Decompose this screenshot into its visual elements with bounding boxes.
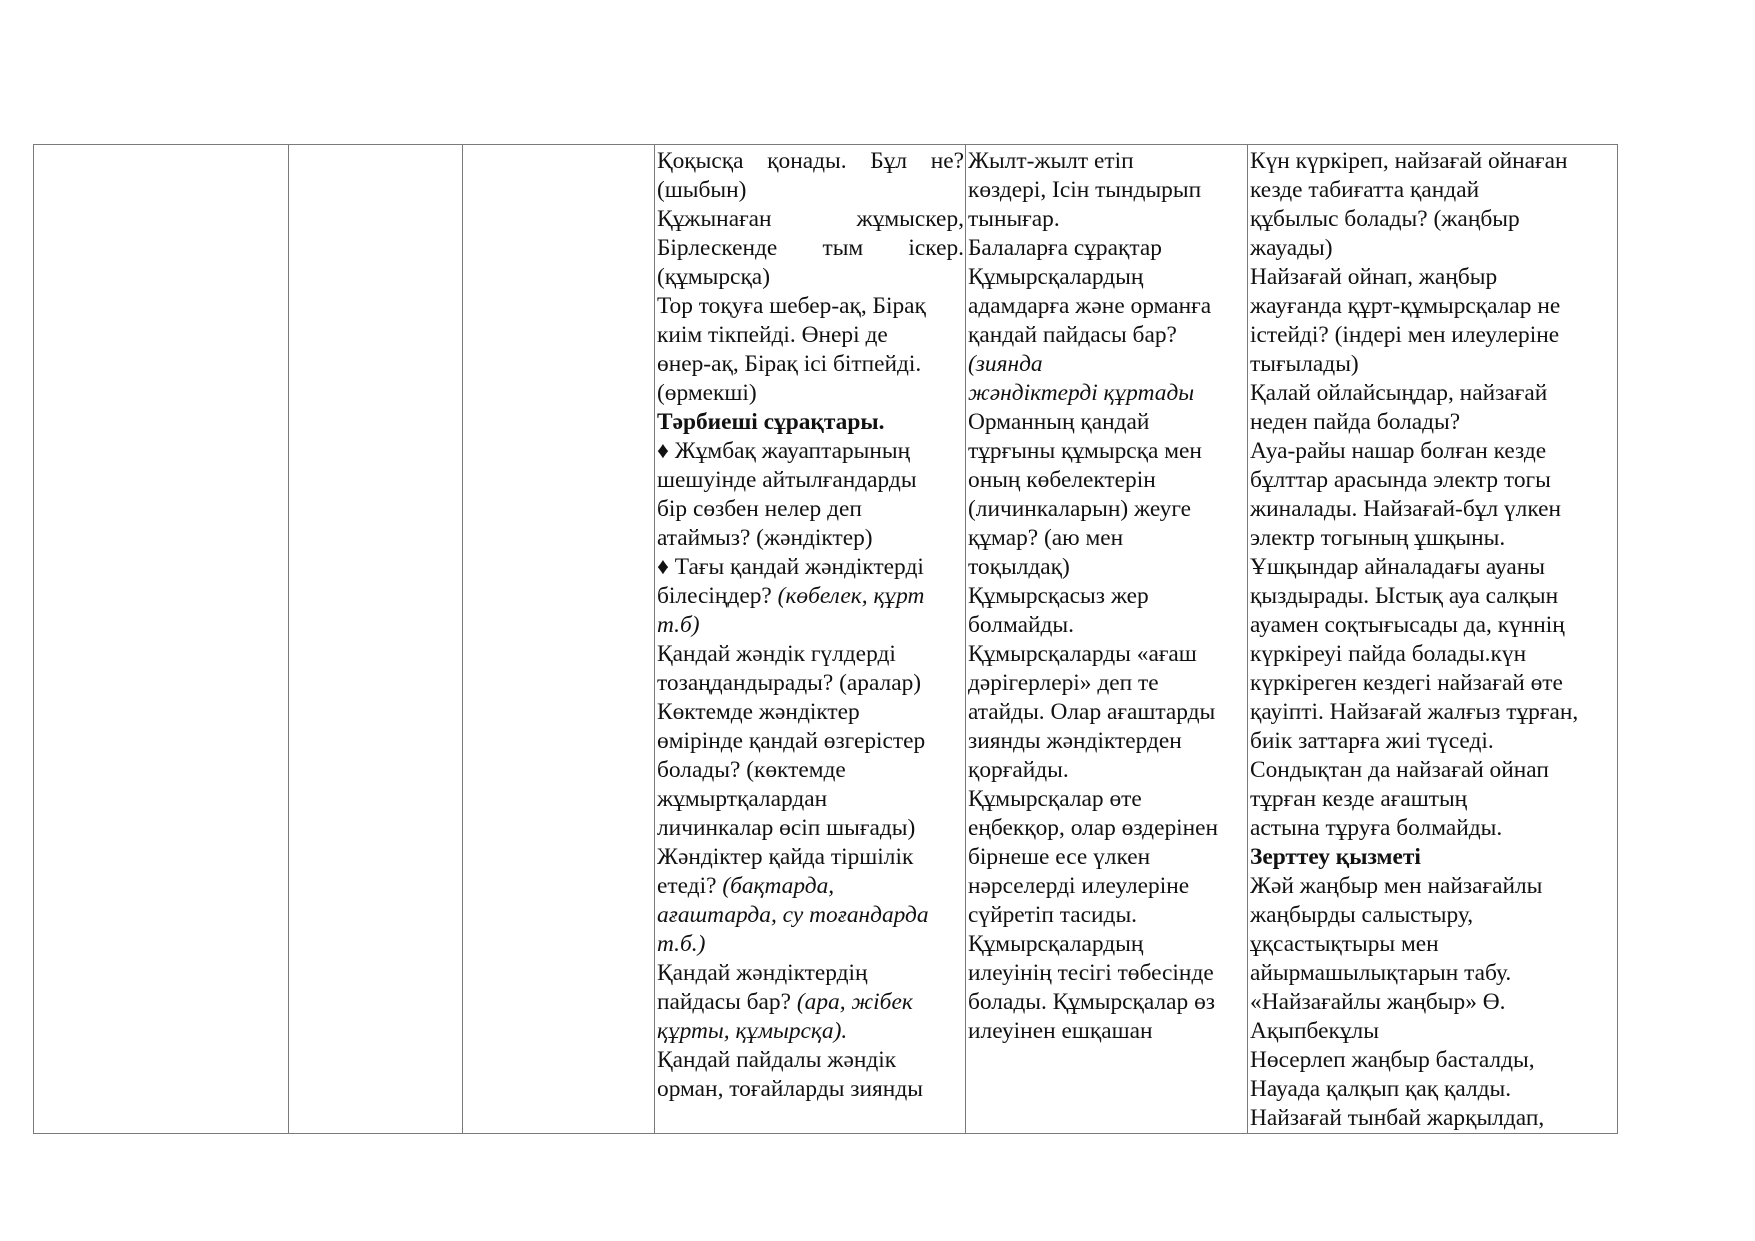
text-line [968, 321, 1246, 350]
text-line [968, 524, 1246, 553]
text-segment: болады. Құмырсқалар өз [968, 989, 1216, 1015]
italic-answer: т.б.) [657, 931, 706, 957]
text-segment: Бірлескенде тым іскер. [657, 235, 964, 261]
text-segment: неден пайда болады? [1250, 409, 1461, 435]
text-line [1250, 640, 1616, 669]
text-segment: күркіреуі пайда болады.күн [1250, 641, 1527, 667]
text-line [657, 785, 964, 814]
text-line [1250, 292, 1616, 321]
text-line [1250, 350, 1616, 379]
text-line [1250, 756, 1616, 785]
text-segment: дәрігерлері» деп те [968, 670, 1159, 696]
text-line [657, 553, 964, 582]
text-segment: болады? (көктемде [657, 757, 846, 783]
text-line [1250, 466, 1616, 495]
text-line [968, 263, 1246, 292]
italic-answer: (ара, жібек [796, 989, 913, 1015]
text-line [657, 582, 964, 611]
text-line [968, 727, 1246, 756]
text-segment: Жылт-жылт етіп [968, 148, 1134, 174]
text-line [1250, 959, 1616, 988]
text-line [1250, 901, 1616, 930]
text-line [968, 553, 1246, 582]
text-segment: айырмашылықтарын табу. [1250, 960, 1512, 986]
table-row [34, 145, 1618, 1134]
text-line [1250, 843, 1616, 872]
text-segment: шешуінде айтылғандарды [657, 467, 917, 493]
text-segment: тығылады) [1250, 351, 1359, 377]
text-line [1250, 727, 1616, 756]
text-line [1250, 1046, 1616, 1075]
text-line [968, 234, 1246, 263]
text-segment: ауамен соқтығысады да, күннің [1250, 612, 1565, 638]
text-line [1250, 1017, 1616, 1046]
text-segment: қыздырады. Ыстық ауа салқын [1250, 583, 1559, 609]
text-segment: Құмырсқалардың [968, 264, 1144, 290]
text-segment: нәрселерді илеулеріне [968, 873, 1190, 899]
text-segment: оның көбелектерін [968, 467, 1156, 493]
text-segment: жауғанда құрт-құмырсқалар не [1250, 293, 1561, 319]
text-segment: Құмырсқасыз жер [968, 583, 1149, 609]
text-segment: өмірінде қандай өзгерістер [657, 728, 926, 754]
text-segment: қорғайды. [968, 757, 1069, 783]
document-table [33, 144, 1618, 1134]
text-segment: Құмырсқалардың [968, 931, 1144, 957]
text-line [657, 205, 964, 234]
text-segment: адамдарға және орманға [968, 293, 1212, 319]
text-segment: Тор тоқуға шебер-ақ, Бірақ [657, 293, 926, 319]
text-line [1250, 698, 1616, 727]
text-segment: илеуінің тесігі төбесінде [968, 960, 1214, 986]
text-line [657, 872, 964, 901]
bold-heading: Зерттеу қызметі [1250, 844, 1421, 870]
text-segment: Жәндіктер қайда тіршілік [657, 844, 914, 870]
text-line [968, 698, 1246, 727]
text-line [657, 350, 964, 379]
text-line [968, 959, 1246, 988]
text-line [968, 292, 1246, 321]
text-line [657, 408, 964, 437]
text-line [1250, 553, 1616, 582]
italic-answer: (көбелек, құрт [777, 583, 925, 609]
text-line [1250, 147, 1616, 176]
text-segment: (өрмекші) [657, 380, 757, 406]
text-segment: сүйретіп тасиды. [968, 902, 1138, 928]
text-segment: Найзағай тынбай жарқылдап, [1250, 1105, 1545, 1131]
text-segment: тоқылдақ) [968, 554, 1070, 580]
text-line [968, 843, 1246, 872]
text-segment: орман, тоғайларды зиянды [657, 1076, 923, 1102]
text-segment: ♦ Тағы қандай жәндіктерді [657, 554, 924, 580]
text-line [657, 1017, 964, 1046]
text-segment: илеуінен ешқашан [968, 1018, 1153, 1044]
italic-answer: (зиянда [968, 351, 1043, 377]
text-line [657, 437, 964, 466]
text-line [968, 640, 1246, 669]
text-line [1250, 785, 1616, 814]
text-line [657, 698, 964, 727]
empty-cell-2 [289, 145, 463, 1134]
text-line [1250, 611, 1616, 640]
text-line [968, 466, 1246, 495]
text-line [968, 814, 1246, 843]
text-segment: жауады) [1250, 235, 1333, 261]
text-segment: білесіңдер? [657, 583, 778, 609]
text-segment: Қалай ойлайсыңдар, найзағай [1250, 380, 1548, 406]
text-line [657, 147, 964, 176]
text-line [1250, 1104, 1616, 1133]
text-line [1250, 379, 1616, 408]
text-line [657, 843, 964, 872]
text-line [1250, 872, 1616, 901]
text-segment: болмайды. [968, 612, 1074, 638]
text-line [657, 611, 964, 640]
italic-answer: құрты, құмырсқа). [657, 1018, 848, 1044]
text-segment: құмар? (аю мен [968, 525, 1124, 551]
text-segment: көздері, Ісін тындырып [968, 177, 1202, 203]
text-line [968, 1017, 1246, 1046]
text-line [657, 1046, 964, 1075]
text-segment: істейді? (індері мен илеулеріне [1250, 322, 1560, 348]
text-segment: Балаларға сұрақтар [968, 235, 1162, 261]
text-line [1250, 1075, 1616, 1104]
text-line [1250, 669, 1616, 698]
text-line [1250, 930, 1616, 959]
text-segment: (личинкаларын) жеуге [968, 496, 1192, 522]
empty-cell-3 [463, 145, 655, 1134]
italic-answer: жәндіктерді құртады [968, 380, 1195, 406]
text-line [657, 466, 964, 495]
thunderstorm-research-text [1248, 145, 1617, 1133]
text-segment: бір сөзбен нелер деп [657, 496, 862, 522]
text-line [657, 727, 964, 756]
text-segment: ♦ Жұмбақ жауаптарының [657, 438, 911, 464]
text-line [1250, 524, 1616, 553]
text-segment: тұрғыны құмырсқа мен [968, 438, 1202, 464]
text-segment: Науада қалқып қақ қалды. [1250, 1076, 1512, 1102]
text-segment: жиналады. Найзағай-бұл үлкен [1250, 496, 1562, 522]
text-segment: Күн күркіреп, найзағай ойнаған [1250, 148, 1568, 174]
text-segment: Қоқысқа қонады. Бұл не? [657, 148, 964, 174]
text-segment: ұқсастықтыры мен [1250, 931, 1439, 957]
text-line [1250, 814, 1616, 843]
text-line [1250, 988, 1616, 1017]
text-line [1250, 582, 1616, 611]
riddles-questions-text [655, 145, 965, 1104]
text-segment: Қандай жәндік гүлдерді [657, 641, 896, 667]
text-line [968, 582, 1246, 611]
text-segment: бірнеше есе үлкен [968, 844, 1151, 870]
text-line [968, 350, 1246, 379]
text-segment: етеді? [657, 873, 723, 899]
text-line [657, 988, 964, 1017]
bold-heading: Тәрбиеші сұрақтары. [657, 409, 885, 435]
text-segment: (құмырсқа) [657, 264, 770, 290]
text-line [968, 495, 1246, 524]
text-segment: еңбекқор, олар өздерінен [968, 815, 1219, 841]
text-line [968, 437, 1246, 466]
italic-answer: ағаштарда, су тоғандарда [657, 902, 929, 928]
text-segment: тұрған кезде ағаштың [1250, 786, 1468, 812]
text-line [657, 495, 964, 524]
text-line [968, 176, 1246, 205]
text-line [657, 669, 964, 698]
text-line [968, 205, 1246, 234]
text-segment: Сондықтан да найзағай ойнап [1250, 757, 1549, 783]
text-line [968, 147, 1246, 176]
text-line [1250, 263, 1616, 292]
text-segment: биік заттарға жиі түседі. [1250, 728, 1494, 754]
text-line [968, 669, 1246, 698]
text-line [968, 901, 1246, 930]
text-segment: Құмырсқаларды «ағаш [968, 641, 1197, 667]
empty-cell-1 [34, 145, 289, 1134]
text-segment: күркіреген кездегі найзағай өте [1250, 670, 1563, 696]
text-segment: тынығар. [968, 206, 1060, 232]
text-segment: «Найзағайлы жаңбыр» Ө. [1250, 989, 1506, 1015]
text-line [657, 1075, 964, 1104]
text-line [1250, 437, 1616, 466]
text-segment: құбылыс болады? (жаңбыр [1250, 206, 1520, 232]
text-line [657, 234, 964, 263]
text-segment: тозаңдандырады? (аралар) [657, 670, 922, 696]
text-segment: киім тікпейді. Өнері де [657, 322, 888, 348]
text-segment: Құмырсқалар өте [968, 786, 1142, 812]
ants-questions-text [966, 145, 1247, 1046]
text-line [1250, 408, 1616, 437]
text-line [1250, 495, 1616, 524]
text-line [657, 640, 964, 669]
text-segment: жұмыртқалардан [657, 786, 828, 812]
text-line [1250, 321, 1616, 350]
text-line [657, 756, 964, 785]
text-segment: бұлттар арасында электр тогы [1250, 467, 1551, 493]
ants-questions-cell [966, 145, 1248, 1134]
text-segment: Қандай жәндіктердің [657, 960, 868, 986]
text-segment: атайды. Олар ағаштарды [968, 699, 1216, 725]
text-segment: пайдасы бар? [657, 989, 797, 1015]
text-segment: Ақыпбекұлы [1250, 1018, 1379, 1044]
text-line [1250, 176, 1616, 205]
text-segment: атаймыз? (жәндіктер) [657, 525, 873, 551]
text-line [968, 785, 1246, 814]
text-line [968, 379, 1246, 408]
text-line [657, 930, 964, 959]
text-segment: личинкалар өсіп шығады) [657, 815, 916, 841]
text-line [1250, 205, 1616, 234]
text-line [657, 176, 964, 205]
text-line [657, 901, 964, 930]
text-segment: Ұшқындар айналадағы ауаны [1250, 554, 1546, 580]
text-segment: Көктемде жәндіктер [657, 699, 860, 725]
text-segment: Орманның қандай [968, 409, 1150, 435]
text-line [968, 988, 1246, 1017]
text-segment: (шыбын) [657, 177, 747, 203]
text-segment: Жәй жаңбыр мен найзағайлы [1250, 873, 1543, 899]
text-segment: Қандай пайдалы жәндік [657, 1047, 897, 1073]
text-line [657, 524, 964, 553]
text-segment: Ауа-райы нашар болған кезде [1250, 438, 1547, 464]
text-segment: қауіпті. Найзағай жалғыз тұрған, [1250, 699, 1579, 725]
text-line [1250, 234, 1616, 263]
text-line [968, 611, 1246, 640]
text-line [657, 814, 964, 843]
text-segment: Құжынаған жұмыскер, [657, 206, 964, 232]
italic-answer: т.б) [657, 612, 700, 638]
text-segment: кезде табиғатта қандай [1250, 177, 1480, 203]
text-line [657, 292, 964, 321]
text-segment: электр тогының ұшқыны. [1250, 525, 1506, 551]
text-segment: жаңбырды салыстыру, [1250, 902, 1474, 928]
italic-answer: (бақтарда, [722, 873, 835, 899]
text-segment: қандай пайдасы бар? [968, 322, 1177, 348]
text-line [968, 872, 1246, 901]
text-line [968, 756, 1246, 785]
text-segment: астына тұруға болмайды. [1250, 815, 1503, 841]
text-line [968, 930, 1246, 959]
text-segment: Найзағай ойнап, жаңбыр [1250, 264, 1498, 290]
text-line [657, 321, 964, 350]
text-line [657, 263, 964, 292]
thunderstorm-research-cell [1248, 145, 1618, 1134]
text-segment: зиянды жәндіктерден [968, 728, 1182, 754]
riddles-questions-cell [655, 145, 966, 1134]
text-line [968, 408, 1246, 437]
text-segment: Нөсерлеп жаңбыр басталды, [1250, 1047, 1535, 1073]
text-line [657, 379, 964, 408]
text-segment: өнер-ақ, Бірақ ісі бітпейді. [657, 351, 922, 377]
text-line [657, 959, 964, 988]
